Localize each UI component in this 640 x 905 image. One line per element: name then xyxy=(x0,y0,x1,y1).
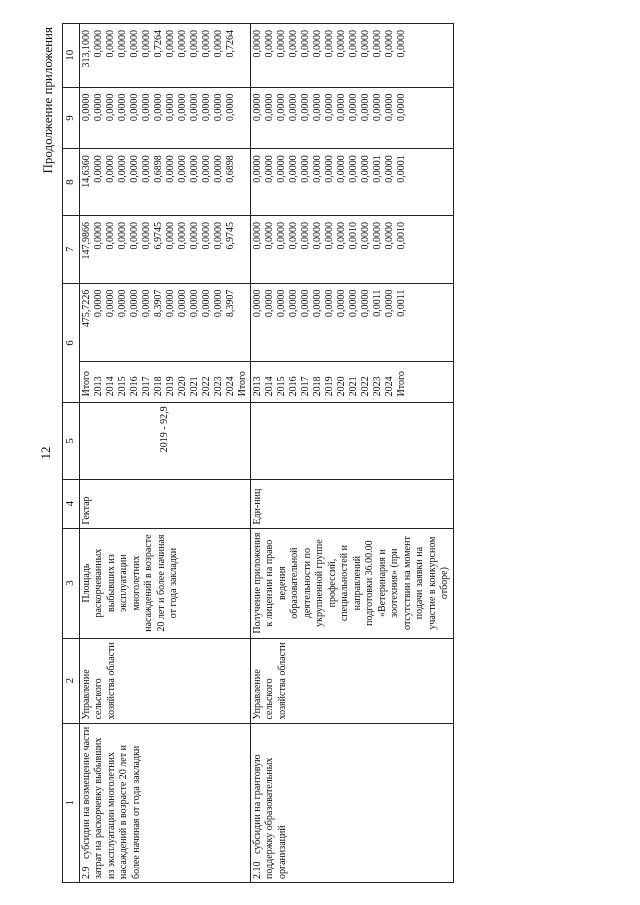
appendix-continuation-note: Продолжение приложения xyxy=(40,26,55,174)
value-line: 313,1000 xyxy=(80,29,92,67)
value-line: Итого xyxy=(80,370,92,396)
value-line: 0,0000 xyxy=(287,289,299,317)
row-2-10-col10 xyxy=(250,23,453,87)
program-table xyxy=(62,23,454,883)
value-line: 0,0000 xyxy=(275,289,287,317)
value-line: 0,7264 xyxy=(152,29,164,57)
value-line: 0,6898 xyxy=(224,154,236,183)
value-line: 2018 xyxy=(152,375,164,396)
value-line: 475,7226 xyxy=(80,289,92,327)
table-row-2-10 xyxy=(250,23,453,882)
value-line: 0,0000 xyxy=(335,29,347,57)
value-line: 2015 xyxy=(275,375,287,396)
value-line: 2017 xyxy=(299,375,311,396)
value-line: 0,0000 xyxy=(275,29,287,57)
header-col-10: 10 xyxy=(63,23,80,87)
value-line: Итого xyxy=(395,370,407,396)
value-line: 0,0000 xyxy=(311,221,323,249)
value-line: 0,0000 xyxy=(251,289,263,317)
header-col-2: 2 xyxy=(63,638,80,723)
header-col-4: 4 xyxy=(63,479,80,528)
table-row-2-9 xyxy=(79,23,250,882)
row-2-10-target xyxy=(250,402,453,478)
value-line: 2024 xyxy=(383,375,395,396)
value-line: 2019 xyxy=(323,375,335,396)
value-line: 2016 xyxy=(128,375,140,396)
value-line: 0,6898 xyxy=(152,154,164,183)
value-line: 0,0000 xyxy=(188,221,200,249)
value-line: 0,0000 xyxy=(104,154,116,183)
value-line: 0,0000 xyxy=(275,93,287,121)
value-line: 2014 xyxy=(263,375,275,396)
value-line: 0,0000 xyxy=(251,154,263,183)
row-2-10-indicator: Получение приложения к лицензии на право ведения образовательной деятельности по укрупненной группе профессий, специальностей и направлений подготовки 36.00.00 «Ветеринария и зоотехния» (при отсутствии на момент подачи заявки на участие в конкурсном отборе) xyxy=(250,528,453,638)
header-col-8: 8 xyxy=(63,148,80,215)
header-col-6: 6 xyxy=(63,283,80,403)
value-line: Итого xyxy=(236,370,248,396)
row-2-9-description: субсидии на возмещение части затрат на раскорчевку выбывших из эксплуатации многолетних насаждений в возрасте 20 лет и более начиная от года закладки xyxy=(80,726,142,879)
value-line: 0,0000 xyxy=(335,289,347,317)
value-line: 8,3907 xyxy=(224,289,236,317)
value-line: 147,9866 xyxy=(80,221,92,259)
value-line: 0,0000 xyxy=(164,289,176,317)
value-line: 0,0000 xyxy=(92,29,104,57)
value-line: 0,0000 xyxy=(311,29,323,57)
row-2-10-col7 xyxy=(250,215,453,283)
value-line: 0,0000 xyxy=(263,29,275,57)
value-line: 0,0000 xyxy=(263,154,275,183)
value-line: 0,0000 xyxy=(200,289,212,317)
value-line: 0,0000 xyxy=(140,289,152,317)
value-line: 2014 xyxy=(104,375,116,396)
value-line: 0,0000 xyxy=(164,154,176,183)
value-line: 2013 xyxy=(92,375,104,396)
row-2-9-col6 xyxy=(79,283,250,361)
row-2-9-indicator: Площадь раскорчеванных выбывших из эксплуатации многолетних насаждений в возрасте 20 лет и более начиная от года закладки xyxy=(79,528,250,638)
value-line: 0,0000 xyxy=(92,289,104,317)
value-line: 0,0000 xyxy=(299,93,311,121)
value-line: 0,0000 xyxy=(116,154,128,183)
value-line: 6,9745 xyxy=(152,221,164,249)
value-line: 0,0000 xyxy=(347,93,359,121)
value-line: 0,0000 xyxy=(224,93,236,121)
value-line: 0,0001 xyxy=(371,154,383,183)
value-line: 0,0000 xyxy=(116,289,128,317)
value-line: 0,0000 xyxy=(251,221,263,249)
row-2-10-unit: Еди-ниц xyxy=(250,479,453,528)
value-line: 0,0000 xyxy=(92,154,104,183)
header-col-3: 3 xyxy=(63,528,80,638)
value-line: 0,0000 xyxy=(164,221,176,249)
value-line: 0,0000 xyxy=(335,221,347,249)
value-line: 0,0000 xyxy=(176,221,188,249)
row-2-10-years xyxy=(250,361,453,403)
value-line: 0,0000 xyxy=(92,221,104,249)
page-number: 12 xyxy=(38,446,53,459)
row-2-9-col10 xyxy=(79,23,250,87)
value-line: 0,0000 xyxy=(359,289,371,317)
value-line: 0,0000 xyxy=(200,29,212,57)
value-line: 0,0000 xyxy=(335,154,347,183)
value-line: 2022 xyxy=(200,375,212,396)
row-2-9-desc-cell xyxy=(79,723,250,882)
value-line: 0,0000 xyxy=(104,29,116,57)
value-line: 2020 xyxy=(335,375,347,396)
value-line: 2013 xyxy=(251,375,263,396)
header-row xyxy=(63,23,80,882)
value-line: 0,0000 xyxy=(176,154,188,183)
row-2-10-col9 xyxy=(250,87,453,149)
row-2-10-col6 xyxy=(250,283,453,361)
header-col-5: 5 xyxy=(63,402,80,478)
value-line: 2016 xyxy=(287,375,299,396)
value-line: 0,0000 xyxy=(287,93,299,121)
row-2-9-num: 2.9 xyxy=(80,866,92,879)
value-line: 2019 xyxy=(164,375,176,396)
value-line: 0,0000 xyxy=(323,154,335,183)
value-line: 0,0000 xyxy=(311,289,323,317)
row-2-9-executor: Управление сельского хозяйства области xyxy=(79,638,250,723)
value-line: 0,0000 xyxy=(212,29,224,57)
value-line: 0,0010 xyxy=(347,221,359,249)
value-line: 0,0011 xyxy=(371,289,383,317)
value-line: 0,0000 xyxy=(335,93,347,121)
value-line: 0,0000 xyxy=(287,221,299,249)
value-line: 0,0000 xyxy=(383,221,395,249)
value-line: 8,3907 xyxy=(152,289,164,317)
value-line: 0,0000 xyxy=(128,221,140,249)
value-line: 0,0000 xyxy=(164,93,176,121)
row-2-10-num: 2.10 xyxy=(251,861,263,879)
value-line: 0,0000 xyxy=(383,289,395,317)
value-line: 0,0000 xyxy=(287,29,299,57)
value-line: 0,0000 xyxy=(263,221,275,249)
value-line: 0,0000 xyxy=(299,29,311,57)
row-2-10-col8 xyxy=(250,148,453,215)
value-line: 0,0000 xyxy=(140,221,152,249)
value-line: 2020 xyxy=(176,375,188,396)
value-line: 2024 xyxy=(224,375,236,396)
value-line: 0,0000 xyxy=(371,29,383,57)
value-line: 0,0000 xyxy=(299,154,311,183)
header-col-7: 7 xyxy=(63,215,80,283)
value-line: 0,0000 xyxy=(116,29,128,57)
value-line: 0,0000 xyxy=(395,29,407,57)
value-line: 0,0000 xyxy=(275,154,287,183)
value-line: 0,0000 xyxy=(176,93,188,121)
value-line: 0,0000 xyxy=(188,289,200,317)
value-line: 0,0000 xyxy=(323,221,335,249)
value-line: 0,0000 xyxy=(275,221,287,249)
value-line: 2023 xyxy=(212,375,224,396)
value-line: 0,0000 xyxy=(347,29,359,57)
value-line: 0,0000 xyxy=(263,289,275,317)
value-line: 0,0000 xyxy=(299,289,311,317)
value-line: 0,0000 xyxy=(140,93,152,121)
value-line: 0,0000 xyxy=(383,93,395,121)
row-2-10-description: субсидии на грантовую поддержку образовательных организаций xyxy=(251,753,288,879)
value-line: 0,0000 xyxy=(311,154,323,183)
value-line: 0,7264 xyxy=(224,29,236,57)
value-line: 0,0000 xyxy=(152,93,164,121)
value-line: 0,0000 xyxy=(395,93,407,121)
value-line: 2021 xyxy=(347,375,359,396)
value-line: 0,0000 xyxy=(116,221,128,249)
value-line: 0,0000 xyxy=(359,93,371,121)
value-line: 0,0000 xyxy=(164,29,176,57)
value-line: 0,0000 xyxy=(212,154,224,183)
value-line: 0,0000 xyxy=(359,221,371,249)
row-2-10-executor: Управление сельского хозяйства области xyxy=(250,638,453,723)
value-line: 0,0000 xyxy=(176,289,188,317)
value-line: 0,0000 xyxy=(347,289,359,317)
value-line: 6,9745 xyxy=(224,221,236,249)
value-line: 0,0000 xyxy=(104,289,116,317)
value-line: 2021 xyxy=(188,375,200,396)
row-2-9-col8 xyxy=(79,148,250,215)
value-line: 0,0000 xyxy=(188,93,200,121)
value-line: 2015 xyxy=(116,375,128,396)
value-line: 0,0000 xyxy=(92,93,104,121)
row-2-9-col7 xyxy=(79,215,250,283)
value-line: 0,0000 xyxy=(347,154,359,183)
value-line: 14,6360 xyxy=(80,154,92,188)
value-line: 0,0000 xyxy=(128,93,140,121)
value-line: 0,0000 xyxy=(212,289,224,317)
value-line: 0,0000 xyxy=(287,154,299,183)
value-line: 0,0000 xyxy=(212,93,224,121)
value-line: 0,0000 xyxy=(80,93,92,121)
value-line: 0,0000 xyxy=(359,154,371,183)
value-line: 0,0000 xyxy=(359,29,371,57)
value-line: 0,0000 xyxy=(212,221,224,249)
value-line: 0,0011 xyxy=(395,289,407,317)
value-line: 0,0000 xyxy=(323,289,335,317)
value-line: 0,0000 xyxy=(311,93,323,121)
row-2-9-col9 xyxy=(79,87,250,149)
value-line: 0,0000 xyxy=(140,154,152,183)
value-line: 0,0000 xyxy=(323,93,335,121)
value-line: 0,0000 xyxy=(188,29,200,57)
value-line: 0,0000 xyxy=(188,154,200,183)
value-line: 2022 xyxy=(359,375,371,396)
value-line: 0,0000 xyxy=(200,221,212,249)
value-line: 0,0000 xyxy=(128,29,140,57)
value-line: 0,0000 xyxy=(128,289,140,317)
value-line: 0,0000 xyxy=(371,221,383,249)
value-line: 0,0000 xyxy=(383,154,395,183)
value-line: 2023 xyxy=(371,375,383,396)
row-2-9-unit: Гектар xyxy=(79,479,250,528)
value-line: 0,0000 xyxy=(200,154,212,183)
header-col-9: 9 xyxy=(63,87,80,149)
row-2-10-desc-cell xyxy=(250,723,453,882)
rotated-page xyxy=(20,13,620,893)
value-line: 0,0000 xyxy=(176,29,188,57)
value-line: 0,0000 xyxy=(104,93,116,121)
value-line: 2017 xyxy=(140,375,152,396)
row-2-9-target: 2019 - 92,9 xyxy=(79,402,250,478)
value-line: 0,0000 xyxy=(140,29,152,57)
value-line: 0,0010 xyxy=(395,221,407,249)
value-line: 0,0000 xyxy=(116,93,128,121)
value-line: 0,0001 xyxy=(395,154,407,183)
value-line: 0,0000 xyxy=(128,154,140,183)
row-2-9-years xyxy=(79,361,250,403)
value-line: 0,0000 xyxy=(263,93,275,121)
value-line: 0,0000 xyxy=(299,221,311,249)
value-line: 0,0000 xyxy=(104,221,116,249)
value-line: 0,0000 xyxy=(251,93,263,121)
value-line: 2018 xyxy=(311,375,323,396)
value-line: 0,0000 xyxy=(200,93,212,121)
value-line: 0,0000 xyxy=(371,93,383,121)
value-line: 0,0000 xyxy=(323,29,335,57)
header-col-1: 1 xyxy=(63,723,80,882)
value-line: 0,0000 xyxy=(251,29,263,57)
value-line: 0,0000 xyxy=(383,29,395,57)
